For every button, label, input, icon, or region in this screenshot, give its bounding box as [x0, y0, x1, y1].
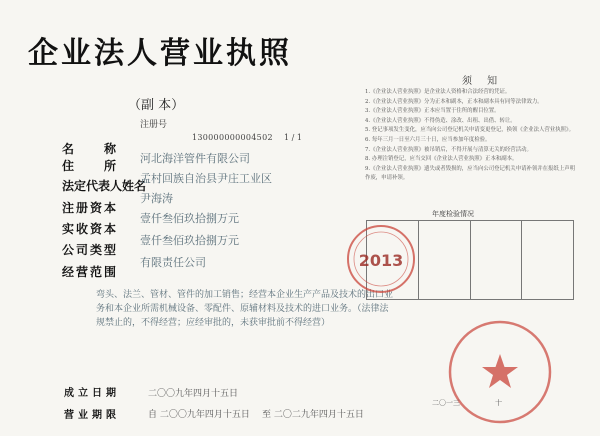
business-term-from: 自 二〇〇九年四月十五日 — [148, 410, 250, 420]
established-date-value: 二〇〇九年四月十五日 — [148, 389, 239, 399]
field-label-legal-rep: 法定代表人姓名 — [62, 179, 147, 193]
registration-page: 1 / 1 — [284, 133, 302, 142]
field-value-registered-capital: 壹仟叁佰玖拾捌万元 — [140, 212, 239, 225]
issue-date: 二〇一三 十 — [432, 399, 502, 407]
authority-seal — [446, 318, 554, 426]
notice-item: 4.《企业法人营业执照》不得伪造、涂改、出租、出借、转让。 — [365, 117, 516, 124]
inspection-cell — [522, 221, 573, 299]
notice-item: 2.《企业法人营业执照》分为正本和副本，正本和副本具有同等法律效力。 — [365, 98, 543, 105]
business-term-label: 营业期限 — [64, 410, 120, 421]
field-value-name: 河北海洋管件有限公司 — [140, 152, 250, 165]
field-label-name: 名 称 — [62, 142, 119, 156]
field-label-business-scope: 经营范围 — [62, 265, 119, 279]
document-title: 企业法人营业执照 — [28, 36, 292, 71]
notice-item: 6. 每年三月一日至六月三十日，应当参加年度检验。 — [365, 136, 491, 143]
copy-type-label: （副 本） — [128, 98, 185, 113]
registration-number: 130000000004502 — [192, 133, 273, 142]
notice-item: 3.《企业法人营业执照》正本应当置于住所的醒目位置。 — [365, 108, 500, 115]
field-value-paid-capital: 壹仟叁佰玖拾捌万元 — [140, 234, 239, 247]
notice-item: 8. 办理注销登记，应当交回《企业法人营业执照》正本和副本。 — [365, 156, 518, 163]
seal-year-text: 2013 — [358, 251, 404, 270]
field-label-company-type: 公司类型 — [62, 243, 119, 257]
notice-item: 9.《企业法人营业执照》遗失或者毁损的，应当向公司登记机关申请补领并在报纸上声明作废，申请补领。 — [365, 165, 575, 182]
notice-item: 7.《企业法人营业执照》被吊销后，不得开展与清算无关的经营活动。 — [365, 146, 532, 153]
field-value-company-type: 有限责任公司 — [140, 256, 206, 269]
inspection-cell — [471, 221, 523, 299]
inspection-cell — [419, 221, 471, 299]
business-term-to: 至 二〇二九年四月十五日 — [262, 410, 364, 420]
field-label-paid-capital: 实收资本 — [62, 222, 119, 236]
notice-title: 须 知 — [462, 76, 504, 87]
annual-inspection-seal — [344, 222, 418, 296]
established-date-label: 成立日期 — [64, 388, 120, 399]
business-scope-text: 弯头、法兰、管材、管件的加工销售；经营本企业生产产品及技术的出口业务和本企业所需机械设备、零配件、原辅材料及技术的进口业务。（法律法规禁止的，不得经营；应经审批的，未获审批前不得经营） — [96, 290, 394, 328]
field-label-registered-capital: 注册资本 — [62, 201, 119, 215]
annual-inspection-title: 年度检验情况 — [432, 210, 474, 218]
registration-number-label: 注册号 — [140, 120, 168, 130]
notice-list — [365, 88, 577, 184]
notice-item: 5. 登记事项发生变化，应当向公司登记机关申请变更登记，换领《企业法人营业执照》。 — [365, 127, 575, 134]
field-label-address: 住 所 — [62, 159, 119, 173]
field-value-address: 孟村回族自治县尹庄工业区 — [140, 172, 272, 185]
star-icon — [482, 354, 518, 388]
field-value-legal-rep: 尹海涛 — [140, 192, 173, 205]
notice-item: 1.《企业法人营业执照》是企业法人资格和合法经营的凭证。 — [365, 89, 511, 95]
